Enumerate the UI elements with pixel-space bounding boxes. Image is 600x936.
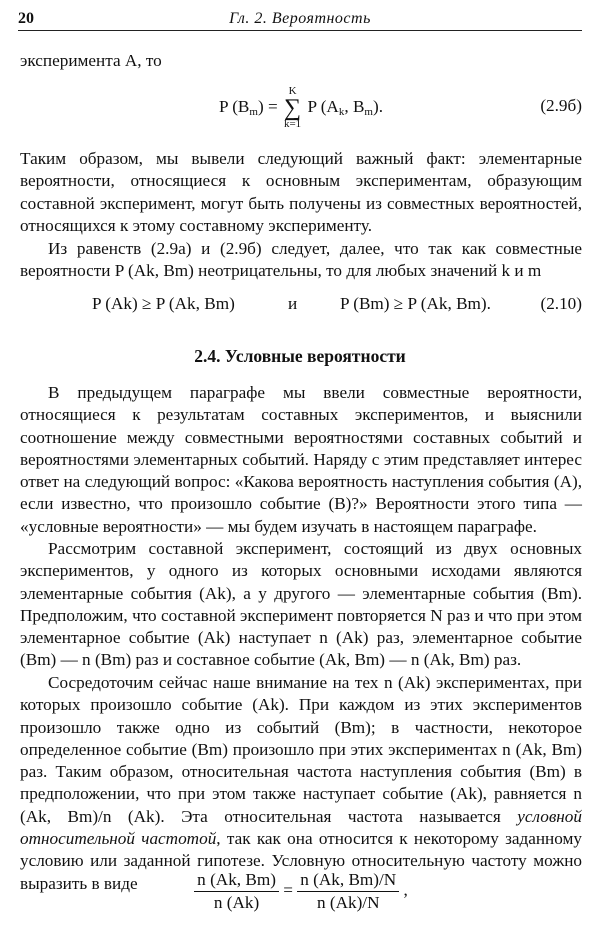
paragraph-2: Из равенств (2.9а) и (2.9б) следует, далее, что так как совместные вероятности P (Ak, Bm) неотрицательны, то для любых значений k и m <box>20 239 582 281</box>
page-number: 20 <box>18 10 34 27</box>
section-heading: 2.4. Условные вероятности <box>194 346 406 366</box>
paragraph-5: Сосредоточим сейчас наше внимание на тех n (Ak) экспериментах, при которых произошло событие (Ak). При каждом из этих экспериментов произошло также одно из событий (Bm); в частности, некоторое определенное событие (Bm) произошло при этих экспериментах n (Ak, Bm) раз. Таким образом, относительная частота наступления события (Bm) в предположении, что при этом также наступает событие (Ak), равняется n (Ak, Bm)/n (Ak). Эта относительная частота называется условной относительной частотой, так как она относится к некоторому заданному условию или заданной гипотезе. Условную относительную частоту можно выразить в виде <box>20 673 582 893</box>
equation-2-9b: P $(B_m) = K$ ∑ k=1 P ($A_k$, $B_m$). (2.9б) <box>218 85 582 130</box>
paragraph-4: Рассмотрим составной эксперимент, состоящий из двух основных экспериментов, у одного из которых основными исходами являются элементарные события (Ak), а у другого — элементарные события (Bm). Предположим, что составной эксперимент повторяется N раз и что при этом элементарное событие (Ak) наступает n (Ak) раз, элементарное событие (Bm) — n (Bm) раз и составное событие (Ak, Bm) — n (Ak, Bm) раз. <box>20 539 582 670</box>
equation-number: (2.9б) <box>540 96 582 115</box>
summation-symbol: K ∑ k=1 <box>283 85 302 130</box>
paragraph-3: В предыдущем параграфе мы ввели совместные вероятности, относящиеся к результатам составных экспериментов, и выяснили соотношение между совместными вероятностями составных событий и вероятностями элементарных событий. Наряду с этим представляет интерес ответ на следующий вопрос: «Какова вероятность наступления события (A), если известно, что произошло событие (B)?» Вероятности этого типа — «условные вероятности» — мы будем изучать в настоящем параграфе. <box>20 383 582 536</box>
running-header <box>18 8 582 31</box>
paragraph-1: Таким образом, мы вывели следующий важный факт: элементарные вероятности, относящиеся к основным экспериментам, образующим составной эксперимент, могут быть получены из совместных вероятностей, относящихся к этому составному эксперименту. <box>20 149 582 235</box>
running-title: Гл. 2. Вероятность <box>229 10 371 27</box>
equation-number: (2.10) <box>540 294 582 313</box>
equation-2-10: P (Ak) ≥ P (Ak, Bm) и P (Bm) ≥ P (Ak, Bm). (2.10) <box>92 294 582 313</box>
emphasized-term: условной относительной частотой <box>20 806 582 849</box>
paragraph-intro: эксперимента A, то <box>20 51 162 70</box>
equation-conditional: $\frac{n (Ak, Bm)}{n (Ak)}$ = $\frac{n (Ak, Bm)/N}{n (Ak)/N}$ , <box>20 870 582 926</box>
